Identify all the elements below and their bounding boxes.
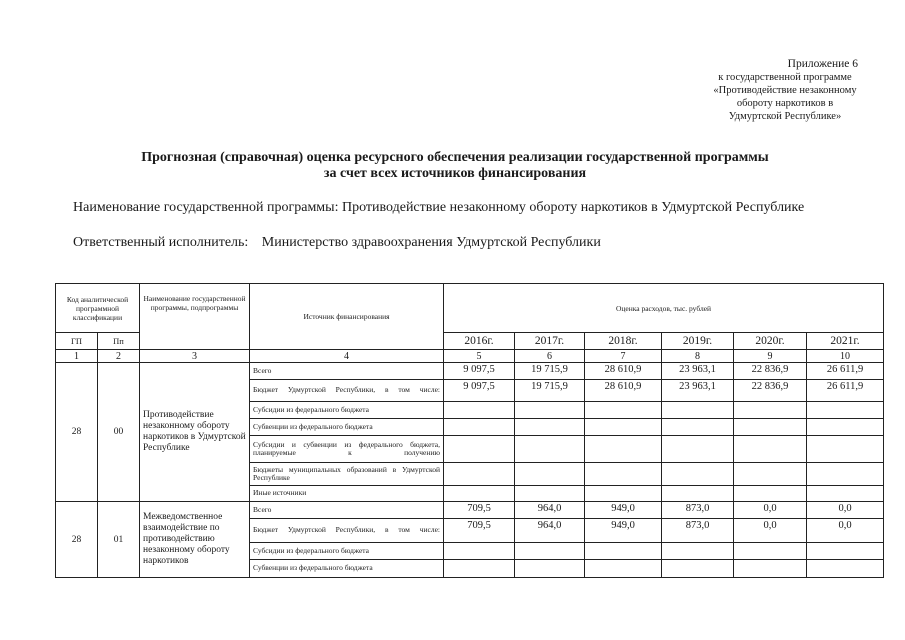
column-number: 5 <box>444 350 515 363</box>
amount-cell: 873,0 <box>662 502 734 519</box>
header-gp: ГП <box>56 333 98 350</box>
header-year: 2021г. <box>807 333 884 350</box>
appendix-line: «Противодействие незаконному <box>713 85 857 96</box>
amount-cell: 0,0 <box>734 519 807 543</box>
amount-cell <box>444 486 515 502</box>
funding-source: Бюджеты муниципальных образований в Удмуртской Республике <box>250 463 444 486</box>
amount-cell <box>734 543 807 560</box>
header-estimate: Оценка расходов, тыс. рублей <box>444 284 884 333</box>
amount-cell <box>807 560 884 578</box>
funding-source: Субсидии и субвенции из федерального бюджета, планируемые к получению <box>250 436 444 463</box>
header-code: Код аналитической программной классификации <box>56 284 140 333</box>
amount-cell <box>662 543 734 560</box>
column-number: 9 <box>734 350 807 363</box>
appendix-note <box>690 58 880 123</box>
amount-cell <box>585 436 662 463</box>
appendix-line: к государственной программе <box>718 72 852 83</box>
responsible-executor <box>73 235 601 251</box>
amount-cell: 964,0 <box>515 519 585 543</box>
funding-source: Субвенции из федерального бюджета <box>250 419 444 436</box>
amount-cell <box>585 543 662 560</box>
amount-cell: 964,0 <box>515 502 585 519</box>
gp-code: 28 <box>56 363 98 502</box>
title-line: Прогнозная (справочная) оценка ресурсного обеспечения реализации государственной программы <box>141 150 769 165</box>
amount-cell <box>515 402 585 419</box>
header-year: 2020г. <box>734 333 807 350</box>
amount-cell <box>662 486 734 502</box>
amount-cell: 28 610,9 <box>585 363 662 380</box>
amount-cell: 26 611,9 <box>807 363 884 380</box>
amount-cell <box>662 463 734 486</box>
amount-cell <box>515 419 585 436</box>
amount-cell <box>585 486 662 502</box>
amount-cell: 949,0 <box>585 519 662 543</box>
amount-cell <box>807 543 884 560</box>
header-name: Наименование государственной программы, подпрограммы <box>140 284 250 350</box>
amount-cell <box>734 463 807 486</box>
program-title-cell: Межведомственное взаимодействие по противодействию незаконному обороту наркотиков <box>140 502 250 578</box>
amount-cell: 22 836,9 <box>734 380 807 402</box>
header-source: Источник финансирования <box>250 284 444 350</box>
column-number: 4 <box>250 350 444 363</box>
funding-source: Всего <box>250 502 444 519</box>
header-year: 2017г. <box>515 333 585 350</box>
pp-code: 00 <box>98 363 140 502</box>
table-row <box>56 502 884 519</box>
amount-cell <box>585 402 662 419</box>
amount-cell <box>734 419 807 436</box>
amount-cell: 22 836,9 <box>734 363 807 380</box>
amount-cell: 0,0 <box>807 519 884 543</box>
column-number: 7 <box>585 350 662 363</box>
column-number: 6 <box>515 350 585 363</box>
column-number: 2 <box>98 350 140 363</box>
funding-source: Бюджет Удмуртской Республики, в том числе: <box>250 519 444 543</box>
amount-cell <box>585 419 662 436</box>
pp-code: 01 <box>98 502 140 578</box>
appendix-line: Удмуртской Республике» <box>728 111 842 122</box>
amount-cell <box>515 463 585 486</box>
amount-cell <box>515 543 585 560</box>
amount-cell: 709,5 <box>444 519 515 543</box>
amount-cell: 23 963,1 <box>662 363 734 380</box>
funding-source: Всего <box>250 363 444 380</box>
amount-cell <box>734 436 807 463</box>
amount-cell: 949,0 <box>585 502 662 519</box>
amount-cell: 19 715,9 <box>515 380 585 402</box>
amount-cell <box>734 402 807 419</box>
program-name: Наименование государственной программы: Противодействие незаконному обороту наркотиков в Удмуртской Республике <box>73 200 805 215</box>
amount-cell <box>585 560 662 578</box>
document-title <box>40 150 870 182</box>
amount-cell <box>807 419 884 436</box>
header-year: 2016г. <box>444 333 515 350</box>
amount-cell: 873,0 <box>662 519 734 543</box>
amount-cell <box>515 436 585 463</box>
gp-code: 28 <box>56 502 98 578</box>
column-number: 3 <box>140 350 250 363</box>
amount-cell <box>444 419 515 436</box>
funding-source: Субсидии из федерального бюджета <box>250 402 444 419</box>
amount-cell <box>444 463 515 486</box>
amount-cell <box>444 402 515 419</box>
amount-cell: 9 097,5 <box>444 363 515 380</box>
amount-cell <box>662 560 734 578</box>
amount-cell <box>734 560 807 578</box>
amount-cell <box>444 560 515 578</box>
amount-cell: 0,0 <box>734 502 807 519</box>
column-number: 1 <box>56 350 98 363</box>
table-row <box>56 363 884 380</box>
amount-cell <box>444 436 515 463</box>
amount-cell <box>807 402 884 419</box>
amount-cell <box>807 463 884 486</box>
appendix-line: обороту наркотиков в <box>736 98 834 109</box>
amount-cell: 9 097,5 <box>444 380 515 402</box>
amount-cell <box>585 463 662 486</box>
funding-source: Иные источники <box>250 486 444 502</box>
program-title-cell: Противодействие незаконному обороту наркотиков в Удмуртской Республике <box>140 363 250 502</box>
amount-cell: 23 963,1 <box>662 380 734 402</box>
executor-label: Ответственный исполнитель: <box>73 235 249 250</box>
column-number: 10 <box>807 350 884 363</box>
amount-cell: 19 715,9 <box>515 363 585 380</box>
amount-cell <box>807 436 884 463</box>
header-year: 2018г. <box>585 333 662 350</box>
amount-cell <box>662 436 734 463</box>
amount-cell <box>734 486 807 502</box>
budget-table <box>55 283 884 578</box>
amount-cell <box>515 486 585 502</box>
amount-cell <box>807 486 884 502</box>
amount-cell <box>662 402 734 419</box>
column-number: 8 <box>662 350 734 363</box>
funding-source: Субсидии из федерального бюджета <box>250 543 444 560</box>
amount-cell: 709,5 <box>444 502 515 519</box>
title-line: за счет всех источников финансирования <box>323 166 587 181</box>
appendix-line: Приложение 6 <box>787 58 858 70</box>
header-year: 2019г. <box>662 333 734 350</box>
amount-cell <box>662 419 734 436</box>
executor-value: Министерство здравоохранения Удмуртской Республики <box>261 235 601 250</box>
funding-source: Бюджет Удмуртской Республики, в том числе: <box>250 380 444 402</box>
amount-cell: 28 610,9 <box>585 380 662 402</box>
header-pp: Пп <box>98 333 140 350</box>
amount-cell: 0,0 <box>807 502 884 519</box>
amount-cell <box>444 543 515 560</box>
amount-cell <box>515 560 585 578</box>
funding-source: Субвенции из федерального бюджета <box>250 560 444 578</box>
amount-cell: 26 611,9 <box>807 380 884 402</box>
